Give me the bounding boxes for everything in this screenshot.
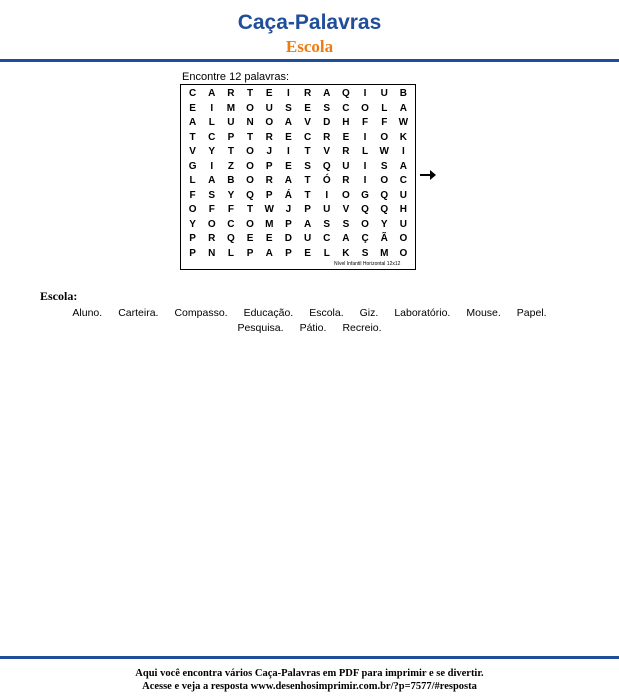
grid-cell: T	[247, 204, 254, 216]
grid-cell: V	[304, 117, 311, 129]
grid-cell: S	[285, 102, 292, 114]
grid-cell: R	[227, 88, 235, 100]
grid-cell: S	[208, 189, 216, 201]
grid-cell: F	[362, 117, 369, 129]
grid-cell: L	[362, 146, 369, 158]
word-list-item: Laboratório.	[394, 307, 451, 319]
word-list-item: Educação.	[243, 307, 294, 319]
grid-cell: B	[227, 175, 235, 187]
grid-cell: I	[363, 88, 367, 100]
grid-cell: I	[287, 146, 290, 158]
grid-cell: Ç	[361, 233, 369, 245]
grid-cell: A	[188, 117, 197, 129]
grid-cell: R	[342, 146, 350, 158]
grid-cell: A	[284, 175, 293, 187]
grid-cell: C	[303, 131, 312, 143]
grid-cell: C	[208, 131, 216, 143]
grid-cell: N	[208, 247, 216, 259]
grid-cell: E	[265, 88, 273, 100]
grid-cell: C	[399, 175, 408, 187]
grid-cell: T	[304, 146, 311, 158]
grid-cell: R	[323, 131, 331, 143]
grid-cell: R	[265, 131, 273, 143]
grid-cell: A	[342, 233, 350, 245]
grid-cell: Y	[208, 146, 216, 158]
grid-cell: O	[207, 218, 216, 230]
grid-cell: L	[227, 247, 234, 259]
grid-cell: H	[342, 117, 350, 129]
grid-cell: W	[379, 146, 389, 158]
grid-cell: F	[381, 117, 388, 129]
grid-cell: A	[399, 160, 408, 172]
grid-cell: E	[342, 131, 350, 143]
grid-cell: S	[361, 247, 369, 259]
grid-cell: D	[284, 233, 293, 245]
grid-cell: U	[303, 233, 312, 245]
grid-cell: E	[285, 131, 292, 143]
page-title: Caça-Palavras	[237, 11, 382, 34]
grid-cell: O	[399, 233, 408, 245]
grid-cell: S	[380, 160, 388, 172]
grid-cell: B	[399, 88, 408, 100]
word-search-grid	[180, 84, 416, 270]
grid-cell: J	[285, 204, 292, 216]
grid-cell: R	[342, 175, 350, 187]
grid-cell: Q	[342, 88, 350, 100]
grid-cell: Q	[380, 189, 389, 201]
grid-cell: C	[323, 233, 331, 245]
grid-cell: C	[188, 88, 197, 100]
grid-cell: P	[285, 218, 292, 230]
grid-cell: O	[342, 189, 350, 201]
grid-cell: E	[246, 233, 254, 245]
grid-cell: I	[287, 88, 290, 100]
grid-cell: O	[246, 160, 254, 172]
grid-cell: W	[264, 204, 274, 216]
right-arrow-icon	[419, 168, 437, 182]
wordlist-heading: Escola:	[40, 289, 78, 303]
grid-cell: P	[285, 247, 292, 259]
grid-cell: I	[363, 131, 367, 143]
grid-cell: A	[284, 117, 293, 129]
grid-cell: Q	[246, 189, 254, 201]
grid-cell: H	[399, 204, 408, 216]
word-list-item: Papel.	[516, 307, 547, 319]
grid-cell: Y	[380, 218, 388, 230]
grid-cell: R	[208, 233, 216, 245]
bottom-divider	[0, 656, 619, 659]
grid-cell: A	[303, 218, 312, 230]
grid-cell: G	[361, 189, 369, 201]
grid-cell: L	[189, 175, 196, 187]
grid-cell: A	[323, 88, 331, 100]
grid-cell: O	[361, 102, 369, 114]
grid-cell: Á	[284, 189, 293, 201]
grid-cell: R	[265, 175, 273, 187]
grid-cell: P	[304, 204, 311, 216]
grid-cell: J	[266, 146, 273, 158]
grid-cell: F	[227, 204, 234, 216]
grid-cell: U	[380, 88, 388, 100]
grid-cell: I	[402, 146, 405, 158]
grid-cell: P	[227, 131, 235, 143]
grid-cell: T	[189, 131, 196, 143]
top-divider	[0, 59, 619, 62]
grid-cell: O	[246, 146, 254, 158]
grid-cell: S	[323, 102, 331, 114]
grid-cell: M	[265, 218, 274, 230]
grid-cell: M	[380, 247, 389, 259]
word-list-item: Mouse.	[466, 307, 501, 319]
grid-cell: U	[342, 160, 350, 172]
grid-cell: I	[210, 102, 214, 114]
grid-cell: O	[246, 218, 254, 230]
grid-cell: S	[342, 218, 350, 230]
word-list-item: Escola.	[309, 307, 344, 319]
grid-cell: T	[227, 146, 234, 158]
grid-cell: K	[399, 131, 408, 143]
grid-cell: W	[398, 117, 409, 129]
grid-cell: I	[363, 175, 367, 187]
grid-cell: Ó	[322, 175, 331, 187]
footer-line-2[interactable]: Acesse e veja a resposta www.desenhosimprimir.com.br/?p=7577/#resposta	[142, 681, 477, 692]
grid-cell: Y	[227, 189, 235, 201]
grid-cell: E	[265, 233, 273, 245]
grid-cell: O	[399, 247, 408, 259]
grid-cell: M	[226, 102, 236, 114]
grid-cell: C	[227, 218, 235, 230]
grid-cell: O	[380, 131, 389, 143]
grid-cell: Z	[227, 160, 234, 172]
grid-cell: A	[399, 102, 408, 114]
puzzle-instructions: Encontre 12 palavras:	[182, 71, 290, 83]
grid-cell: Q	[322, 160, 331, 172]
word-list-item: Recreio.	[342, 322, 382, 334]
grid-cell: Q	[361, 204, 369, 216]
grid-cell: Q	[380, 204, 389, 216]
grid-cell: A	[265, 247, 273, 259]
grid-cell: I	[363, 160, 367, 172]
grid-cell: T	[247, 131, 254, 143]
grid-cell: G	[188, 160, 197, 172]
page-subtitle: Escola	[285, 37, 334, 56]
grid-cell: F	[189, 189, 196, 201]
grid-cell: P	[265, 160, 273, 172]
grid-cell: F	[208, 204, 215, 216]
grid-cell: U	[227, 117, 235, 129]
grid-cell: P	[265, 189, 273, 201]
grid-cell: T	[247, 88, 254, 100]
grid-cell: U	[399, 189, 408, 201]
grid-cell: S	[323, 218, 331, 230]
word-list-item: Pátio.	[299, 322, 327, 334]
grid-cell: K	[342, 247, 350, 259]
word-list	[40, 307, 579, 334]
grid-cell: V	[342, 204, 350, 216]
word-list-item: Compasso.	[174, 307, 228, 319]
grid-cell: A	[208, 175, 216, 187]
grid-cell: P	[189, 247, 196, 259]
grid-cell: T	[304, 189, 311, 201]
footer-line-1: Aqui você encontra vários Caça-Palavras em PDF para imprimir e se divertir.	[135, 668, 484, 679]
grid-cell: U	[265, 102, 273, 114]
grid-cell: I	[210, 160, 214, 172]
grid-cell: V	[189, 146, 196, 158]
grid-cell: O	[188, 204, 197, 216]
puzzle-level-label: Nível Infantil Horizontal 12x12	[334, 261, 401, 267]
grid-cell: O	[380, 175, 389, 187]
grid-cell: U	[323, 204, 331, 216]
grid-cell: O	[265, 117, 274, 129]
grid-cell: E	[304, 247, 311, 259]
grid-cell: U	[399, 218, 408, 230]
grid-cell: Q	[227, 233, 235, 245]
grid-cell: O	[246, 175, 254, 187]
grid-cell: E	[304, 102, 311, 114]
grid-cell: P	[189, 233, 196, 245]
word-list-item: Aluno.	[72, 307, 103, 319]
grid-cell: O	[361, 218, 369, 230]
grid-cell: S	[304, 160, 311, 172]
grid-cell: V	[323, 146, 331, 158]
grid-cell: L	[323, 247, 330, 259]
grid-cell: Y	[189, 218, 196, 230]
word-list-item: Giz.	[359, 307, 379, 319]
grid-cell: R	[303, 88, 312, 100]
grid-cell: I	[325, 189, 329, 201]
grid-cell: L	[381, 102, 388, 114]
grid-cell: T	[304, 175, 311, 187]
word-list-item: Carteira.	[118, 307, 159, 319]
grid-cell: N	[246, 117, 254, 129]
grid-cell: D	[323, 117, 331, 129]
grid-cell: C	[342, 102, 350, 114]
grid-cell: O	[246, 102, 254, 114]
grid-cell: L	[208, 117, 215, 129]
grid-cell: E	[189, 102, 196, 114]
grid-cell: A	[208, 88, 216, 100]
word-list-item: Pesquisa.	[237, 322, 284, 334]
grid-cell: P	[246, 247, 254, 259]
grid-cell: Ã	[380, 233, 388, 245]
grid-cell: E	[285, 160, 292, 172]
